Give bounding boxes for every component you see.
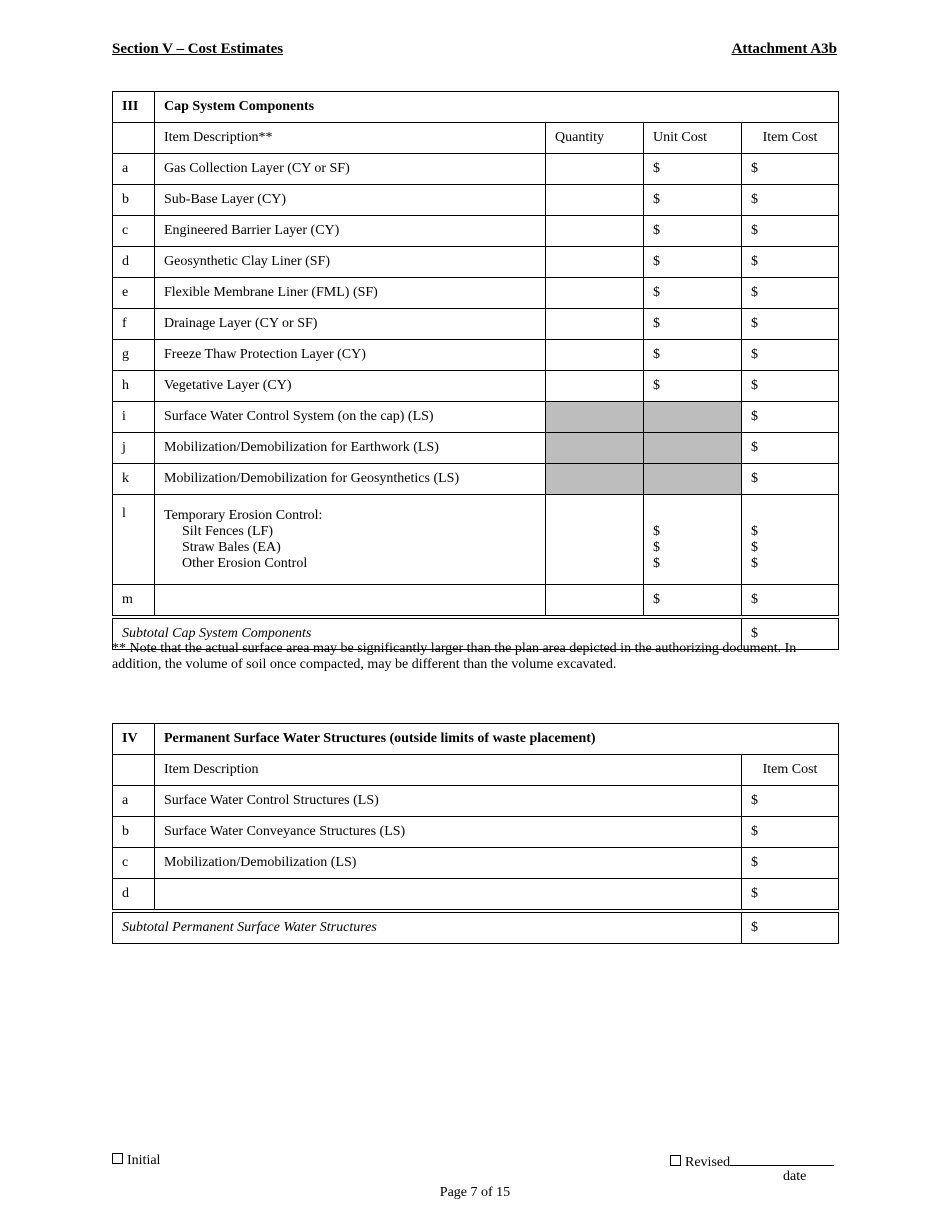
table-row — [113, 817, 839, 848]
section-number: IV — [113, 724, 155, 755]
row-letter: h — [113, 371, 155, 402]
initial-checkbox[interactable] — [112, 1153, 160, 1169]
col-header-item-cost: Item Cost — [742, 123, 839, 154]
item-cost-cell[interactable]: $ — [742, 433, 839, 464]
table-row — [113, 786, 839, 817]
unit-cost-cell[interactable]: $ — [644, 585, 742, 618]
dollar-sign: $ — [751, 539, 758, 555]
quantity-cell[interactable] — [546, 371, 644, 402]
row-letter: b — [113, 817, 155, 848]
erosion-sub-item: Other Erosion Control — [182, 555, 308, 571]
shaded-cell — [644, 464, 742, 495]
col-header-quantity: Quantity — [546, 123, 644, 154]
page-number: Page 7 of 15 — [439, 1185, 511, 1200]
row-letter: f — [113, 309, 155, 340]
unit-cost-cell[interactable]: $ — [644, 340, 742, 371]
erosion-control-row — [113, 495, 839, 585]
row-letter: l — [113, 495, 155, 585]
table-row — [113, 309, 839, 340]
row-letter: a — [113, 154, 155, 185]
section-title: Cap System Components — [155, 92, 839, 123]
dollar-sign: $ — [653, 539, 660, 555]
column-header-row — [113, 123, 839, 154]
table-row — [113, 340, 839, 371]
table-row — [113, 585, 839, 618]
dollar-sign: $ — [653, 555, 660, 571]
row-letter: k — [113, 464, 155, 495]
date-label: date — [783, 1169, 807, 1184]
table-row — [113, 278, 839, 309]
subtotal-value[interactable]: $ — [742, 911, 839, 944]
item-cost-cell[interactable]: $ — [742, 216, 839, 247]
item-cost-cell[interactable]: $ — [742, 464, 839, 495]
dollar-sign: $ — [751, 555, 758, 571]
row-letter: b — [113, 185, 155, 216]
item-cost-cell[interactable]: $ — [742, 309, 839, 340]
table-row — [113, 247, 839, 278]
subtotal-label: Subtotal Permanent Surface Water Structures — [113, 911, 742, 944]
row-description: Vegetative Layer (CY) — [155, 371, 546, 402]
section-header: Section V – Cost Estimates — [112, 41, 284, 57]
table-row — [113, 433, 839, 464]
row-letter: c — [113, 848, 155, 879]
shaded-cell — [546, 433, 644, 464]
column-header-row — [113, 755, 839, 786]
item-cost-cell[interactable]: $ — [742, 585, 839, 618]
item-cost-cell[interactable]: $ — [742, 848, 839, 879]
blank-cell — [113, 755, 155, 786]
row-description: Mobilization/Demobilization (LS) — [155, 848, 742, 879]
erosion-title: Temporary Erosion Control: — [164, 507, 323, 523]
col-header-item-cost: Item Cost — [742, 755, 839, 786]
row-description[interactable] — [155, 585, 546, 618]
item-cost-cell[interactable]: $ — [742, 185, 839, 216]
row-description: Mobilization/Demobilization for Geosynthetics (LS) — [155, 464, 546, 495]
subtotal-row — [113, 911, 839, 944]
initial-label: Initial — [127, 1153, 161, 1168]
quantity-cell[interactable] — [546, 154, 644, 185]
row-description: Gas Collection Layer (CY or SF) — [155, 154, 546, 185]
row-letter: d — [113, 879, 155, 912]
row-letter: g — [113, 340, 155, 371]
row-letter: d — [113, 247, 155, 278]
subtotal-value[interactable]: $ — [742, 617, 839, 650]
shaded-cell — [644, 433, 742, 464]
revised-label: Revised — [685, 1155, 731, 1170]
shaded-cell — [546, 402, 644, 433]
row-description: Flexible Membrane Liner (FML) (SF) — [155, 278, 546, 309]
erosion-sub-item: Silt Fences (LF) — [182, 523, 273, 539]
table-row — [113, 464, 839, 495]
item-cost-cell[interactable]: $ — [742, 247, 839, 278]
quantity-cell[interactable] — [546, 185, 644, 216]
shaded-cell — [644, 402, 742, 433]
table-row — [113, 879, 839, 912]
item-cost-cell[interactable]: $ — [742, 340, 839, 371]
cap-system-table — [112, 91, 839, 650]
item-cost-cell[interactable]: $ — [742, 402, 839, 433]
section-title-row — [113, 724, 839, 755]
subtotal-label: Subtotal Cap System Components — [113, 617, 742, 650]
blank-cell — [113, 123, 155, 154]
row-description: Freeze Thaw Protection Layer (CY) — [155, 340, 546, 371]
unit-cost-cell[interactable] — [644, 495, 742, 585]
date-line[interactable] — [730, 1153, 834, 1166]
unit-cost-cell[interactable]: $ — [644, 185, 742, 216]
row-description: Surface Water Control System (on the cap) (LS) — [155, 402, 546, 433]
section-number: III — [113, 92, 155, 123]
table-row — [113, 848, 839, 879]
item-cost-cell[interactable]: $ — [742, 879, 839, 912]
unit-cost-cell[interactable]: $ — [644, 154, 742, 185]
quantity-cell[interactable] — [546, 309, 644, 340]
section-title: Permanent Surface Water Structures (outside limits of waste placement) — [155, 724, 839, 755]
quantity-cell[interactable] — [546, 278, 644, 309]
revised-checkbox[interactable] — [670, 1153, 834, 1171]
quantity-cell[interactable] — [546, 495, 644, 585]
unit-cost-cell[interactable]: $ — [644, 371, 742, 402]
row-description: Surface Water Conveyance Structures (LS) — [155, 817, 742, 848]
row-description — [155, 495, 546, 585]
checkbox-icon[interactable] — [112, 1153, 123, 1164]
row-letter: e — [113, 278, 155, 309]
quantity-cell[interactable] — [546, 247, 644, 278]
area-note: ** Note that the actual surface area may be significantly larger than the plan area depicted in the authorizing document. In addition, the volume of soil once compacted, may be different than the volume excavated. — [112, 641, 797, 672]
unit-cost-cell[interactable]: $ — [644, 247, 742, 278]
table-row — [113, 185, 839, 216]
shaded-cell — [546, 464, 644, 495]
attachment-header: Attachment A3b — [731, 41, 837, 57]
col-header-unit-cost: Unit Cost — [644, 123, 742, 154]
table-row — [113, 371, 839, 402]
erosion-sub-item: Straw Bales (EA) — [182, 539, 281, 555]
table-row — [113, 402, 839, 433]
quantity-cell[interactable] — [546, 340, 644, 371]
surface-water-table — [112, 723, 839, 944]
quantity-cell[interactable] — [546, 585, 644, 618]
item-cost-cell[interactable] — [742, 495, 839, 585]
quantity-cell[interactable] — [546, 216, 644, 247]
unit-cost-cell[interactable]: $ — [644, 278, 742, 309]
section-title-row — [113, 92, 839, 123]
row-description: Engineered Barrier Layer (CY) — [155, 216, 546, 247]
table-row — [113, 216, 839, 247]
dollar-sign: $ — [653, 523, 660, 539]
row-description: Sub-Base Layer (CY) — [155, 185, 546, 216]
row-description[interactable] — [155, 879, 742, 912]
row-letter: a — [113, 786, 155, 817]
col-header-description: Item Description** — [155, 123, 546, 154]
item-cost-cell[interactable]: $ — [742, 371, 839, 402]
row-letter: i — [113, 402, 155, 433]
dollar-sign: $ — [751, 523, 758, 539]
row-description: Drainage Layer (CY or SF) — [155, 309, 546, 340]
row-letter: j — [113, 433, 155, 464]
item-cost-cell[interactable]: $ — [742, 278, 839, 309]
row-description: Surface Water Control Structures (LS) — [155, 786, 742, 817]
checkbox-icon[interactable] — [670, 1155, 681, 1166]
row-letter: m — [113, 585, 155, 618]
table-row — [113, 154, 839, 185]
unit-cost-cell[interactable]: $ — [644, 216, 742, 247]
row-description: Mobilization/Demobilization for Earthwork (LS) — [155, 433, 546, 464]
col-header-description: Item Description — [155, 755, 742, 786]
item-cost-cell[interactable]: $ — [742, 817, 839, 848]
item-cost-cell[interactable]: $ — [742, 786, 839, 817]
row-description: Geosynthetic Clay Liner (SF) — [155, 247, 546, 278]
unit-cost-cell[interactable]: $ — [644, 309, 742, 340]
item-cost-cell[interactable]: $ — [742, 154, 839, 185]
row-letter: c — [113, 216, 155, 247]
